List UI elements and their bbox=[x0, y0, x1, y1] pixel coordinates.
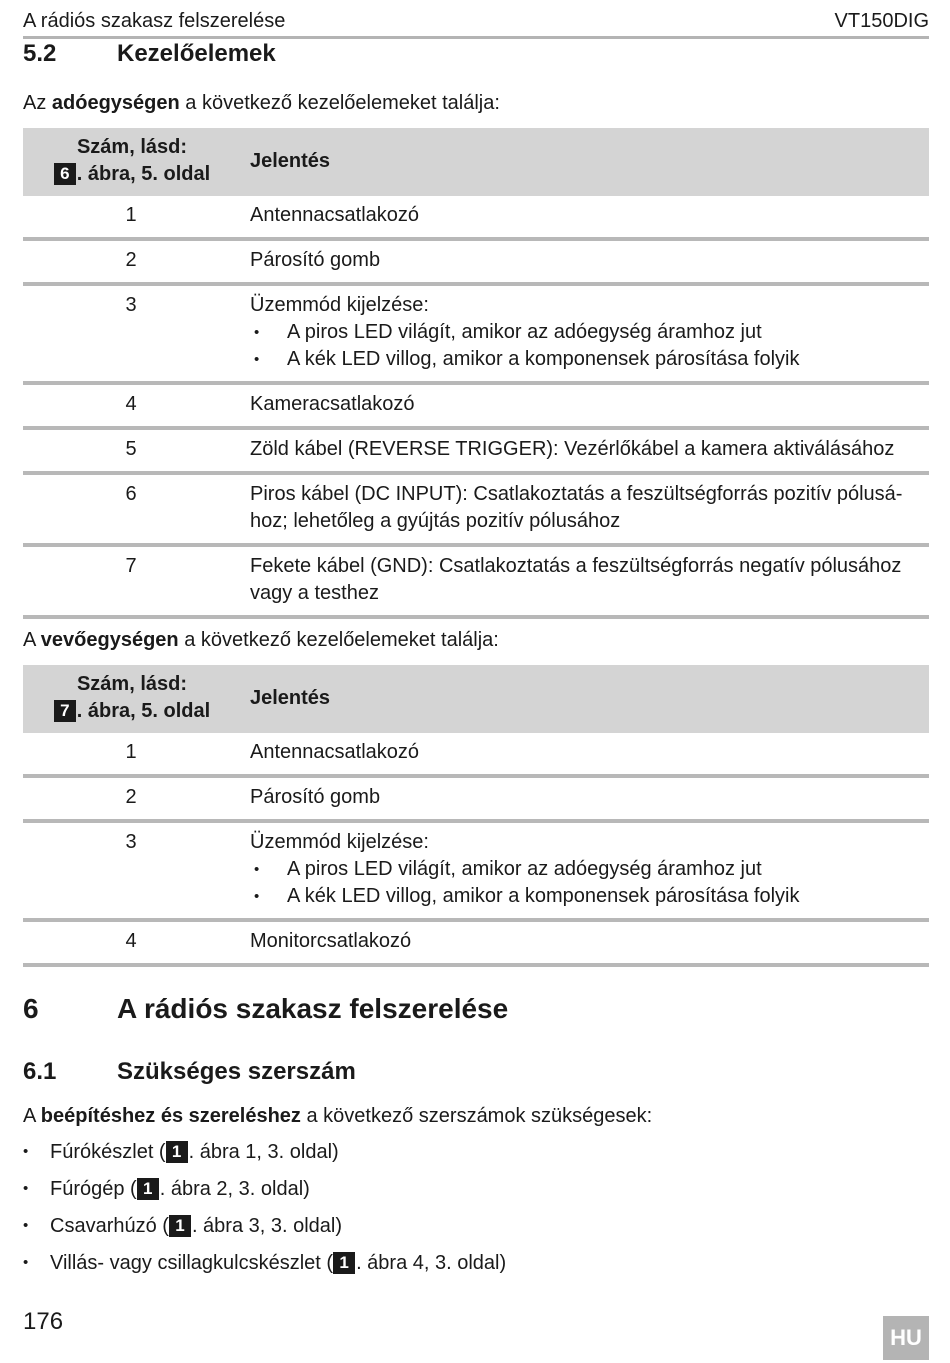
row-number: 6 bbox=[23, 473, 239, 545]
figure-badge: 1 bbox=[333, 1252, 355, 1274]
tools-list bbox=[23, 1137, 506, 1285]
row-number: 4 bbox=[23, 920, 239, 965]
row-number: 3 bbox=[23, 821, 239, 920]
table-row bbox=[23, 383, 929, 428]
table-header-row bbox=[23, 128, 929, 196]
tools-intro bbox=[23, 1103, 652, 1129]
item-text: Csavarhúzó ( bbox=[50, 1215, 169, 1237]
row-number: 4 bbox=[23, 383, 239, 428]
row-text: Párosító gomb bbox=[239, 776, 929, 821]
list-item: • A kék LED villog, amikor a komponensek párosítása folyik bbox=[250, 346, 923, 373]
list-item bbox=[23, 1248, 506, 1285]
intro-text: a következő szerszámok szükségesek: bbox=[300, 1105, 653, 1127]
section-title: Szükséges szerszám bbox=[117, 1058, 356, 1085]
item-text: . ábra 4, 3. oldal) bbox=[356, 1252, 507, 1274]
section-title: Kezelőelemek bbox=[117, 40, 276, 67]
section-6-1-heading bbox=[23, 1058, 356, 1086]
row-number: 5 bbox=[23, 428, 239, 473]
row-number: 2 bbox=[23, 239, 239, 284]
row-text-cell bbox=[239, 284, 929, 383]
item-text: Fúrókészlet ( bbox=[50, 1141, 166, 1163]
section-6-heading bbox=[23, 993, 508, 1025]
list-item bbox=[23, 1137, 506, 1174]
list-item: • A kék LED villog, amikor a komponensek párosítása folyik bbox=[250, 883, 923, 910]
section-5-2-heading bbox=[23, 40, 276, 68]
figure-badge: 1 bbox=[169, 1215, 191, 1237]
language-badge: HU bbox=[883, 1316, 929, 1360]
row-text: Zöld kábel (REVERSE TRIGGER): Vezérlőkábel a kamera aktiválásához bbox=[239, 428, 929, 473]
header-chapter-title: A rádiós szakasz felszerelése bbox=[23, 10, 286, 32]
header-line: Szám, lásd: bbox=[76, 673, 188, 695]
list-item: • A piros LED világít, amikor az adóegység áramhoz jut bbox=[250, 319, 923, 346]
table-header-row bbox=[23, 665, 929, 733]
header-line: . ábra, 5. oldal bbox=[76, 163, 211, 185]
item-text: . ábra 1, 3. oldal) bbox=[188, 1141, 339, 1163]
figure-badge: 7 bbox=[54, 700, 76, 722]
intro-bold: adóegységen bbox=[51, 92, 180, 114]
table-row bbox=[23, 733, 929, 776]
figure-badge: 6 bbox=[54, 163, 76, 185]
section-number: 6.1 bbox=[23, 1058, 57, 1085]
row-text-cell bbox=[239, 821, 929, 920]
row-text: Párosító gomb bbox=[239, 239, 929, 284]
row-text: Kameracsatlakozó bbox=[239, 383, 929, 428]
bullet-list bbox=[250, 856, 923, 910]
transmitter-controls-table bbox=[23, 128, 929, 619]
row-text: Antennacsatlakozó bbox=[239, 733, 929, 776]
bullet-list bbox=[250, 319, 923, 373]
intro-text: Az bbox=[23, 92, 52, 114]
row-text: Üzemmód kijelzése: bbox=[250, 294, 429, 316]
column-header-number bbox=[23, 665, 239, 733]
intro-text: A bbox=[23, 629, 41, 651]
item-text: Villás- vagy csillagkulcskészlet ( bbox=[50, 1252, 334, 1274]
figure-badge: 1 bbox=[166, 1141, 188, 1163]
intro-bold: vevőegységen bbox=[40, 629, 179, 651]
page-number: 176 bbox=[23, 1308, 64, 1335]
table-row bbox=[23, 284, 929, 383]
row-text: Monitorcsatlakozó bbox=[239, 920, 929, 965]
list-item: • A piros LED világít, amikor az adóegység áramhoz jut bbox=[250, 856, 923, 883]
table-row bbox=[23, 776, 929, 821]
row-text: Üzemmód kijelzése: bbox=[250, 831, 429, 853]
receiver-controls-table bbox=[23, 665, 929, 967]
receiver-intro bbox=[23, 627, 499, 653]
table-row bbox=[23, 821, 929, 920]
running-header bbox=[23, 6, 929, 39]
row-number: 7 bbox=[23, 545, 239, 617]
item-text: Fúrógép ( bbox=[50, 1178, 137, 1200]
table-row bbox=[23, 545, 929, 617]
table-row bbox=[23, 239, 929, 284]
intro-text: A bbox=[23, 1105, 41, 1127]
section-title: A rádiós szakasz felszerelése bbox=[117, 993, 509, 1024]
header-model: VT150DIG bbox=[834, 10, 929, 32]
header-line: . ábra, 5. oldal bbox=[76, 700, 211, 722]
table-row bbox=[23, 473, 929, 545]
row-number: 1 bbox=[23, 733, 239, 776]
intro-text: a következő kezelőelemeket találja: bbox=[178, 629, 499, 651]
table-row bbox=[23, 428, 929, 473]
row-number: 3 bbox=[23, 284, 239, 383]
table-row bbox=[23, 920, 929, 965]
list-item bbox=[23, 1211, 506, 1248]
row-number: 1 bbox=[23, 196, 239, 239]
row-text: Antennacsatlakozó bbox=[239, 196, 929, 239]
column-header-meaning: Jelentés bbox=[239, 665, 929, 733]
item-text: . ábra 2, 3. oldal) bbox=[159, 1178, 310, 1200]
item-text: . ábra 3, 3. oldal) bbox=[191, 1215, 343, 1237]
section-number: 6 bbox=[23, 993, 39, 1024]
header-line: Szám, lásd: bbox=[76, 136, 188, 158]
transmitter-intro bbox=[23, 90, 500, 116]
row-number: 2 bbox=[23, 776, 239, 821]
intro-text: a következő kezelőelemeket találja: bbox=[179, 92, 500, 114]
table-row bbox=[23, 196, 929, 239]
list-item bbox=[23, 1174, 506, 1211]
column-header-number bbox=[23, 128, 239, 196]
column-header-meaning: Jelentés bbox=[239, 128, 929, 196]
intro-bold: beépítéshez és szereléshez bbox=[40, 1105, 301, 1127]
section-number: 5.2 bbox=[23, 40, 57, 67]
row-text: Piros kábel (DC INPUT): Csatlakoztatás a feszültségforrás pozitív pólusá-hoz; lehetőleg a gyújtás pozitív pólusához bbox=[239, 473, 929, 545]
figure-badge: 1 bbox=[137, 1178, 159, 1200]
row-text: Fekete kábel (GND): Csatlakoztatás a feszültségforrás negatív pólusához vagy a testhez bbox=[239, 545, 929, 617]
